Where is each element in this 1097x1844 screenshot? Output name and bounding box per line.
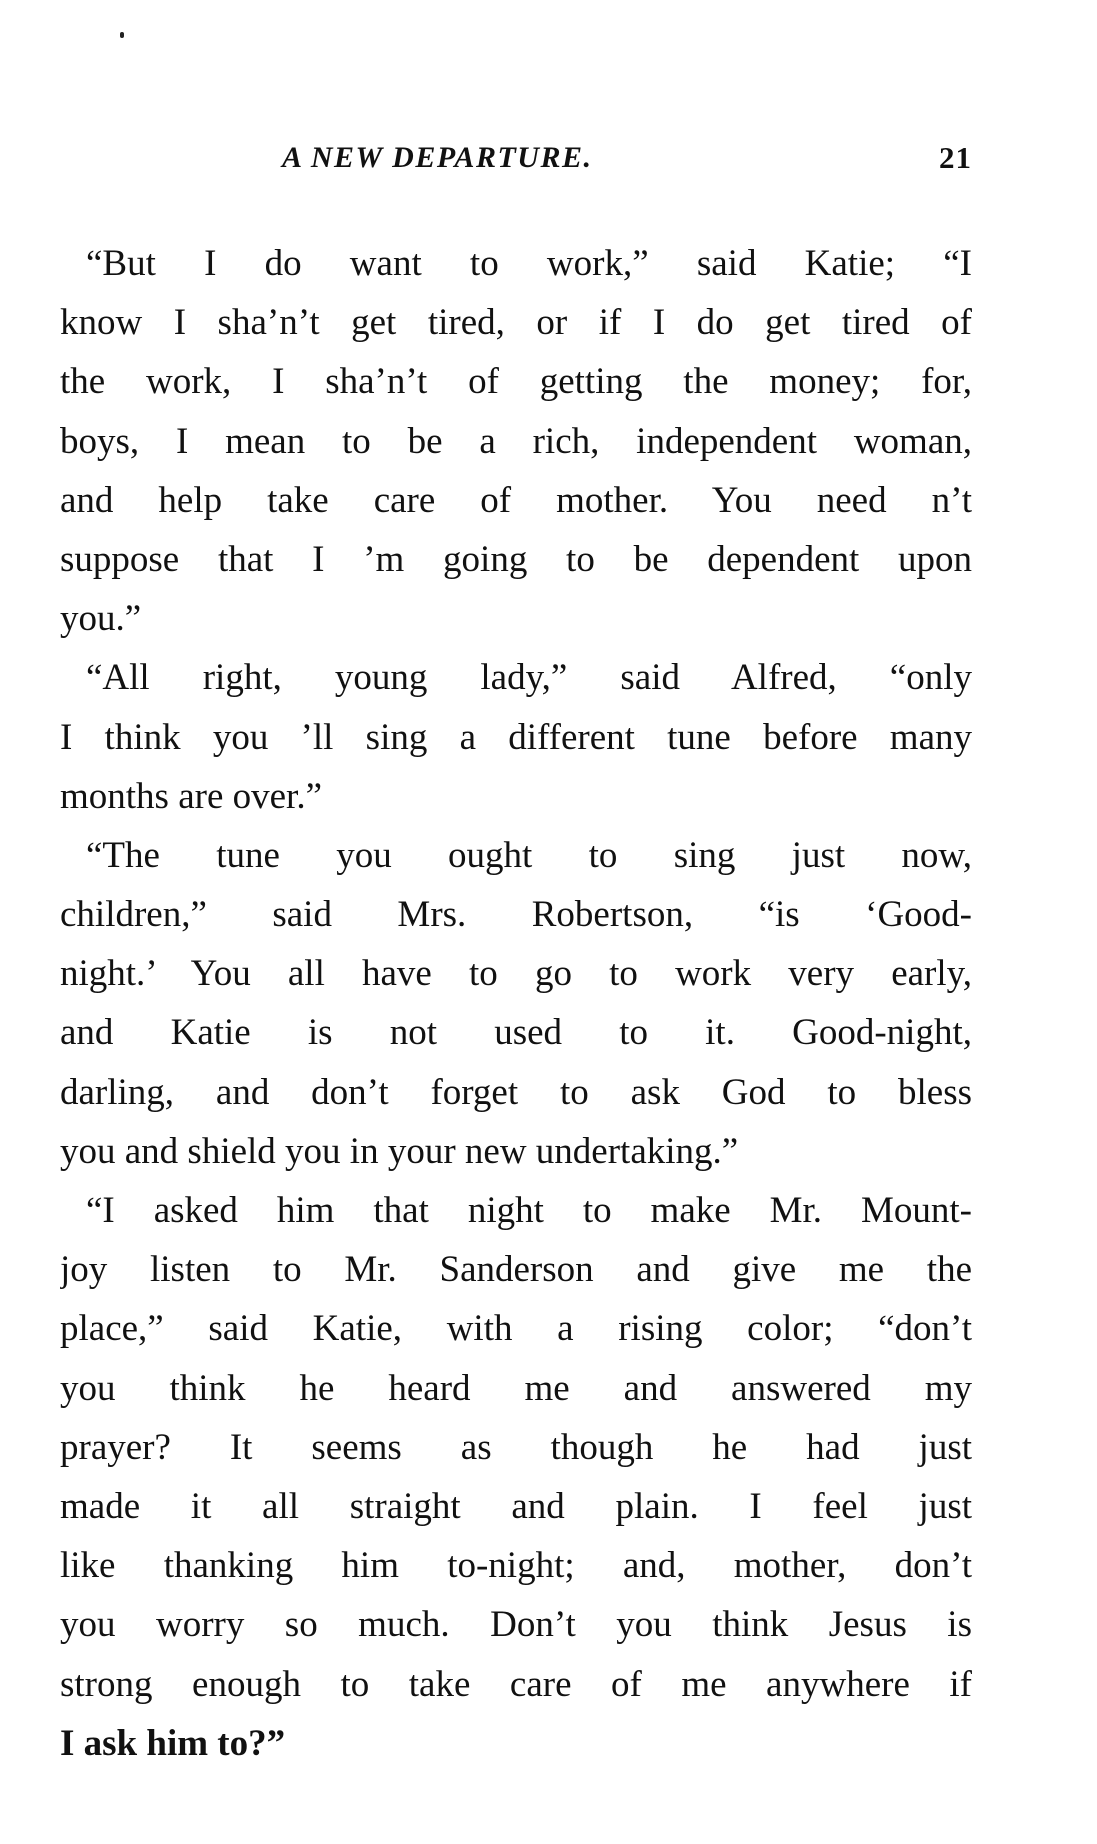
text-line: months are over.” bbox=[60, 775, 322, 817]
text-line: “The tune you ought to sing just now, bbox=[86, 834, 972, 876]
text-line: made it all straight and plain. I feel just bbox=[60, 1485, 972, 1527]
body-text bbox=[60, 234, 972, 1773]
text-line: night.’ You all have to go to work very early, bbox=[60, 953, 972, 995]
text-line: you worry so much. Don’t you think Jesus is bbox=[60, 1604, 972, 1646]
text-line: I think you ’ll sing a different tune before many bbox=[60, 716, 972, 758]
text-line: you think he heard me and answered my bbox=[60, 1367, 972, 1409]
text-line: joy listen to Mr. Sanderson and give me the bbox=[60, 1249, 972, 1291]
text-line: and help take care of mother. You need n’t bbox=[60, 479, 972, 521]
text-line: I ask him to?” bbox=[60, 1722, 286, 1764]
text-line: “I asked him that night to make Mr. Mount- bbox=[86, 1190, 972, 1231]
text-line: “All right, young lady,” said Alfred, “only bbox=[86, 657, 972, 699]
text-line: you.” bbox=[60, 598, 142, 640]
running-head bbox=[60, 138, 972, 178]
running-title: A NEW DEPARTURE. bbox=[282, 141, 593, 174]
text-line: darling, and don’t forget to ask God to bless bbox=[60, 1071, 972, 1113]
text-line: “But I do want to work,” said Katie; “I bbox=[86, 243, 972, 284]
ink-speck bbox=[120, 32, 124, 38]
text-line: place,” said Katie, with a rising color; “don’t bbox=[60, 1308, 972, 1350]
text-line: prayer? It seems as though he had just bbox=[60, 1426, 972, 1468]
text-line: the work, I sha’n’t of getting the money; for, bbox=[60, 361, 972, 403]
text-line: and Katie is not used to it. Good-night, bbox=[60, 1012, 972, 1054]
text-line: you and shield you in your new undertaking.” bbox=[60, 1130, 739, 1172]
text-line: boys, I mean to be a rich, independent woman, bbox=[60, 420, 972, 462]
text-line: know I sha’n’t get tired, or if I do get tired of bbox=[60, 302, 972, 344]
text-line: suppose that I ’m going to be dependent upon bbox=[60, 538, 972, 580]
text-line: like thanking him to-night; and, mother, don’t bbox=[60, 1545, 972, 1587]
page-number: 21 bbox=[939, 140, 972, 175]
text-line: children,” said Mrs. Robertson, “is ‘Good- bbox=[60, 894, 972, 936]
text-line: strong enough to take care of me anywhere if bbox=[60, 1663, 972, 1705]
